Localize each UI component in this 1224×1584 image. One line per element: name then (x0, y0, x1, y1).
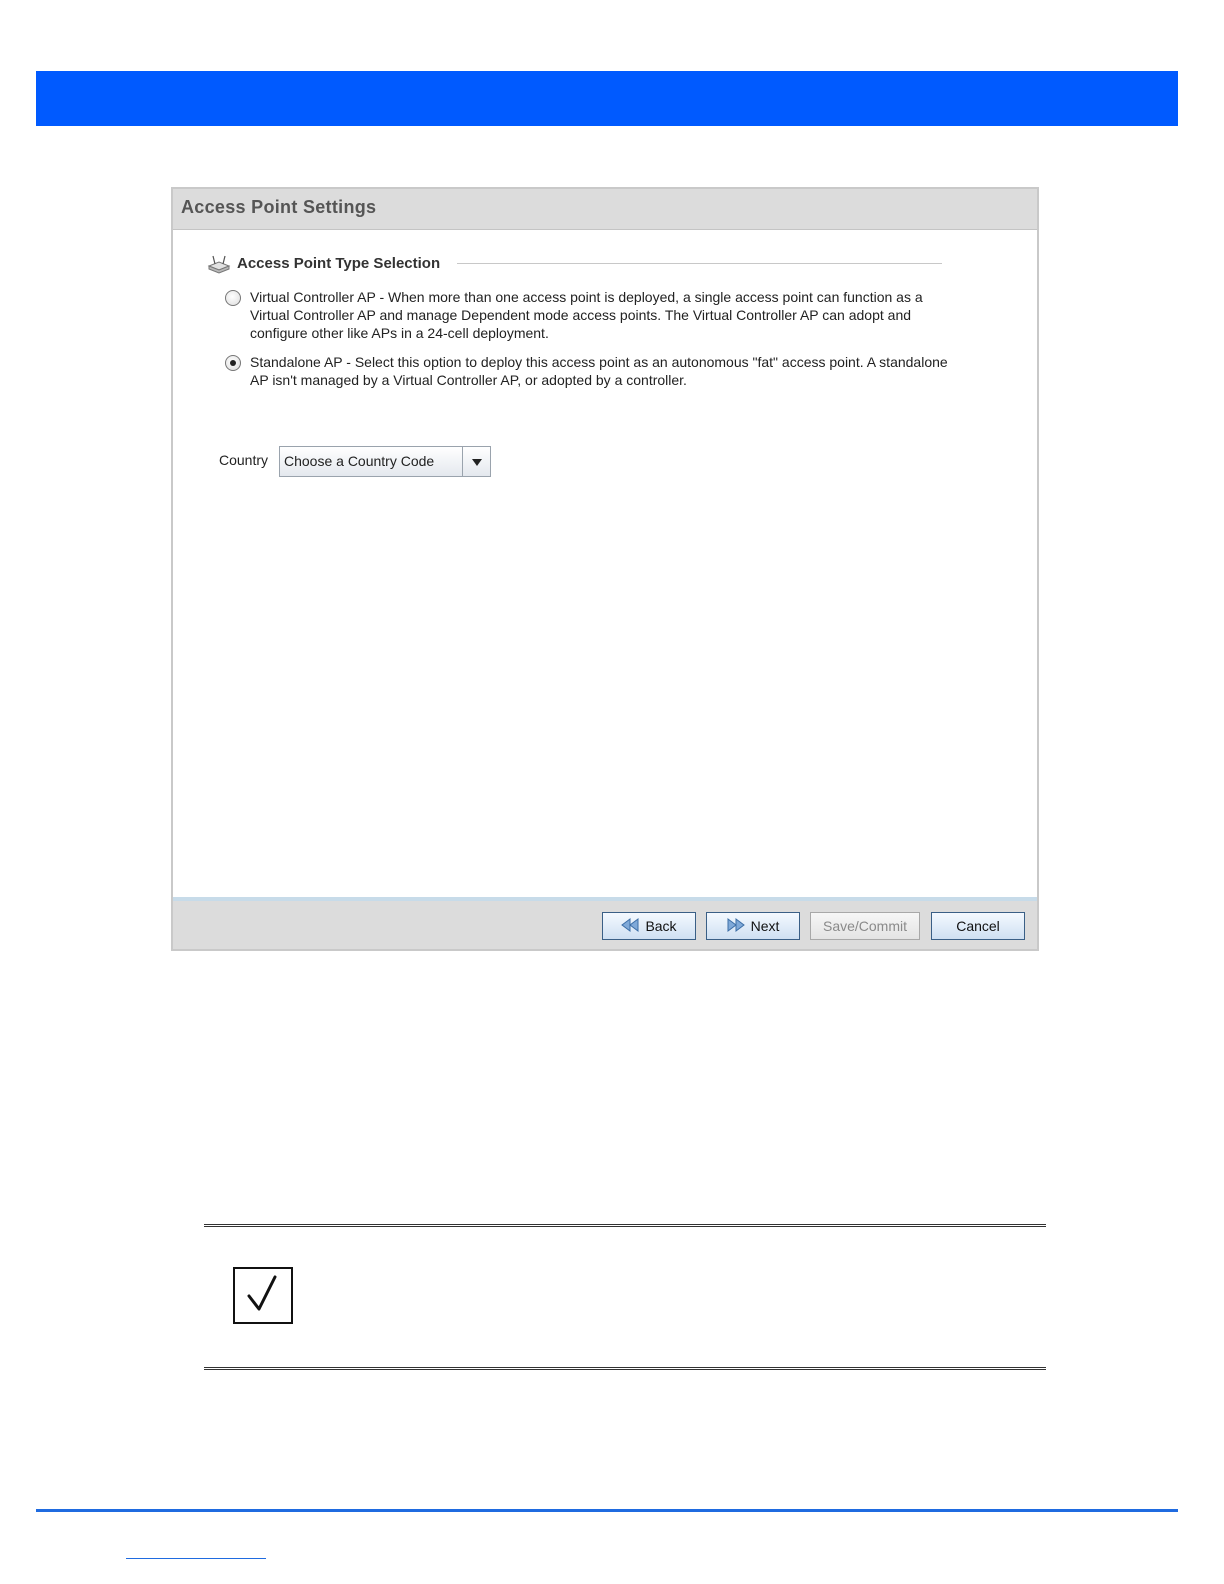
fast-forward-icon (727, 914, 745, 940)
country-select[interactable] (279, 446, 491, 477)
save-commit-label: Save/Commit (822, 918, 908, 934)
option-label: Standalone AP - Select this option to deploy this access point as an autonomous "fat" access point. A standalone AP isn't managed by a Virtual Controller AP, or adopted by a controller. (250, 354, 948, 388)
footer-rule (36, 1509, 1178, 1512)
section-header (207, 253, 942, 277)
radio-virtual-controller-ap[interactable] (225, 290, 241, 306)
dialog-footer (173, 897, 1037, 949)
next-button-label: Next (750, 918, 780, 934)
note-top-rule (204, 1224, 1046, 1227)
option-label: Virtual Controller AP - When more than one access point is deployed, a single access point can function as a Virtual Controller AP and manage Dependent mode access points. The Virtual Controller AP can adopt and configure other like APs in a 24-cell deployment. (250, 289, 923, 341)
section-title: Access Point Type Selection (237, 255, 441, 272)
dialog-header (173, 189, 1037, 230)
section-divider (457, 263, 942, 264)
chevron-down-icon[interactable] (462, 447, 490, 476)
dialog-title: Access Point Settings (181, 197, 377, 217)
country-label: Country (219, 452, 269, 468)
cancel-button-label: Cancel (956, 918, 1000, 934)
country-select-value: Choose a Country Code (284, 453, 435, 469)
checkmark-icon (233, 1267, 293, 1324)
back-button[interactable] (602, 912, 696, 940)
footer-link-underline (126, 1558, 266, 1559)
option-standalone-ap[interactable] (225, 353, 965, 391)
note-bottom-rule (204, 1367, 1046, 1370)
access-point-settings-dialog (171, 187, 1039, 951)
back-button-label: Back (645, 918, 677, 934)
cancel-button[interactable] (931, 912, 1025, 940)
save-commit-button[interactable] (810, 912, 920, 940)
radio-selected-dot (230, 360, 236, 366)
option-virtual-controller-ap[interactable] (225, 288, 965, 344)
wireless-ap-icon (207, 255, 231, 275)
radio-standalone-ap[interactable] (225, 355, 241, 371)
top-banner (36, 71, 1178, 126)
rewind-icon (621, 914, 639, 940)
next-button[interactable] (706, 912, 800, 940)
